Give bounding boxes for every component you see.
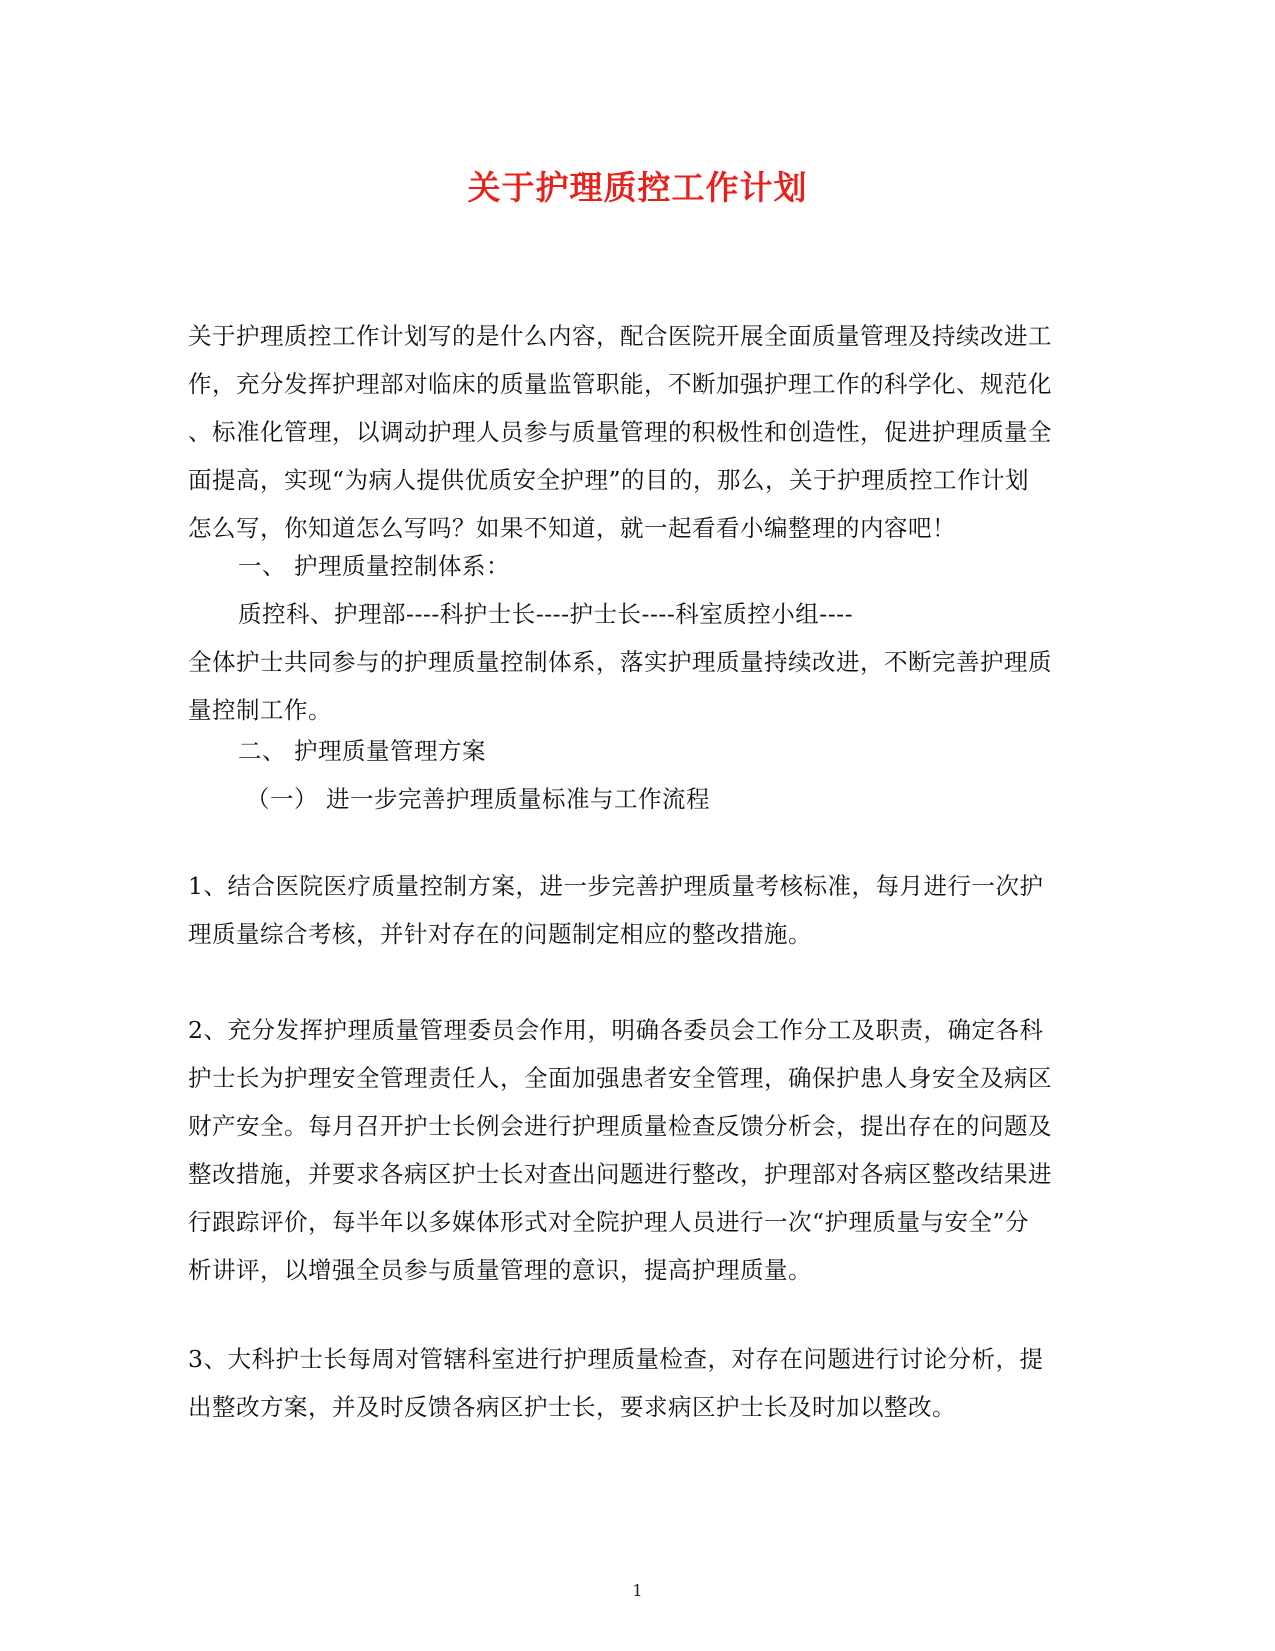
section1 bbox=[188, 542, 1093, 734]
intro-line: 关于护理质控工作计划写的是什么内容，配合医院开展全面质量管理及持续改进工 bbox=[188, 322, 1052, 350]
item2-line: 析讲评，以增强全员参与质量管理的意识，提高护理质量。 bbox=[188, 1256, 812, 1284]
item1-paragraph bbox=[188, 862, 1093, 958]
intro-line: 作，充分发挥护理部对临床的质量监管职能，不断加强护理工作的科学化、规范化 bbox=[188, 370, 1052, 398]
page-number: 1 bbox=[632, 1581, 643, 1600]
item3-line: 3、大科护士长每周对管辖科室进行护理质量检查，对存在问题进行讨论分析，提 bbox=[188, 1345, 1044, 1373]
section2 bbox=[188, 727, 1093, 823]
section1-heading: 一、 护理质量控制体系： bbox=[238, 552, 510, 580]
sub1-heading: （一） 进一步完善护理质量标准与工作流程 bbox=[246, 785, 710, 813]
section1-line: 量控制工作。 bbox=[188, 696, 332, 724]
intro-line: 、标准化管理，以调动护理人员参与质量管理的积极性和创造性，促进护理质量全 bbox=[188, 418, 1052, 446]
section1-line: 全体护士共同参与的护理质量控制体系，落实护理质量持续改进，不断完善护理质 bbox=[188, 648, 1052, 676]
item2-line: 2、充分发挥护理质量管理委员会作用，明确各委员会工作分工及职责，确定各科 bbox=[188, 1016, 1044, 1044]
section2-heading: 二、 护理质量管理方案 bbox=[238, 737, 486, 765]
item1-line: 理质量综合考核，并针对存在的问题制定相应的整改措施。 bbox=[188, 920, 812, 948]
item3-paragraph bbox=[188, 1335, 1093, 1431]
intro-line: 怎么写，你知道怎么写吗？如果不知道，就一起看看小编整理的内容吧！ bbox=[188, 514, 956, 542]
item2-line: 护士长为护理安全管理责任人，全面加强患者安全管理，确保护患人身安全及病区 bbox=[188, 1064, 1052, 1092]
intro-line: 面提高，实现“为病人提供优质安全护理”的目的，那么，关于护理质控工作计划 bbox=[188, 466, 1030, 494]
item2-line: 行跟踪评价，每半年以多媒体形式对全院护理人员进行一次“护理质量与安全”分 bbox=[188, 1208, 1030, 1236]
item2-paragraph bbox=[188, 1006, 1093, 1294]
intro-paragraph bbox=[188, 312, 1093, 552]
section1-line: 质控科、护理部----科护士长----护士长----科室质控小组---- bbox=[238, 600, 854, 628]
item1-line: 1、结合医院医疗质量控制方案，进一步完善护理质量考核标准，每月进行一次护 bbox=[188, 872, 1044, 900]
document-title: 关于护理质控工作计划 bbox=[467, 168, 808, 207]
item2-line: 整改措施，并要求各病区护士长对查出问题进行整改，护理部对各病区整改结果进 bbox=[188, 1160, 1052, 1188]
item3-line: 出整改方案，并及时反馈各病区护士长，要求病区护士长及时加以整改。 bbox=[188, 1393, 956, 1421]
item2-line: 财产安全。每月召开护士长例会进行护理质量检查反馈分析会，提出存在的问题及 bbox=[188, 1112, 1052, 1140]
